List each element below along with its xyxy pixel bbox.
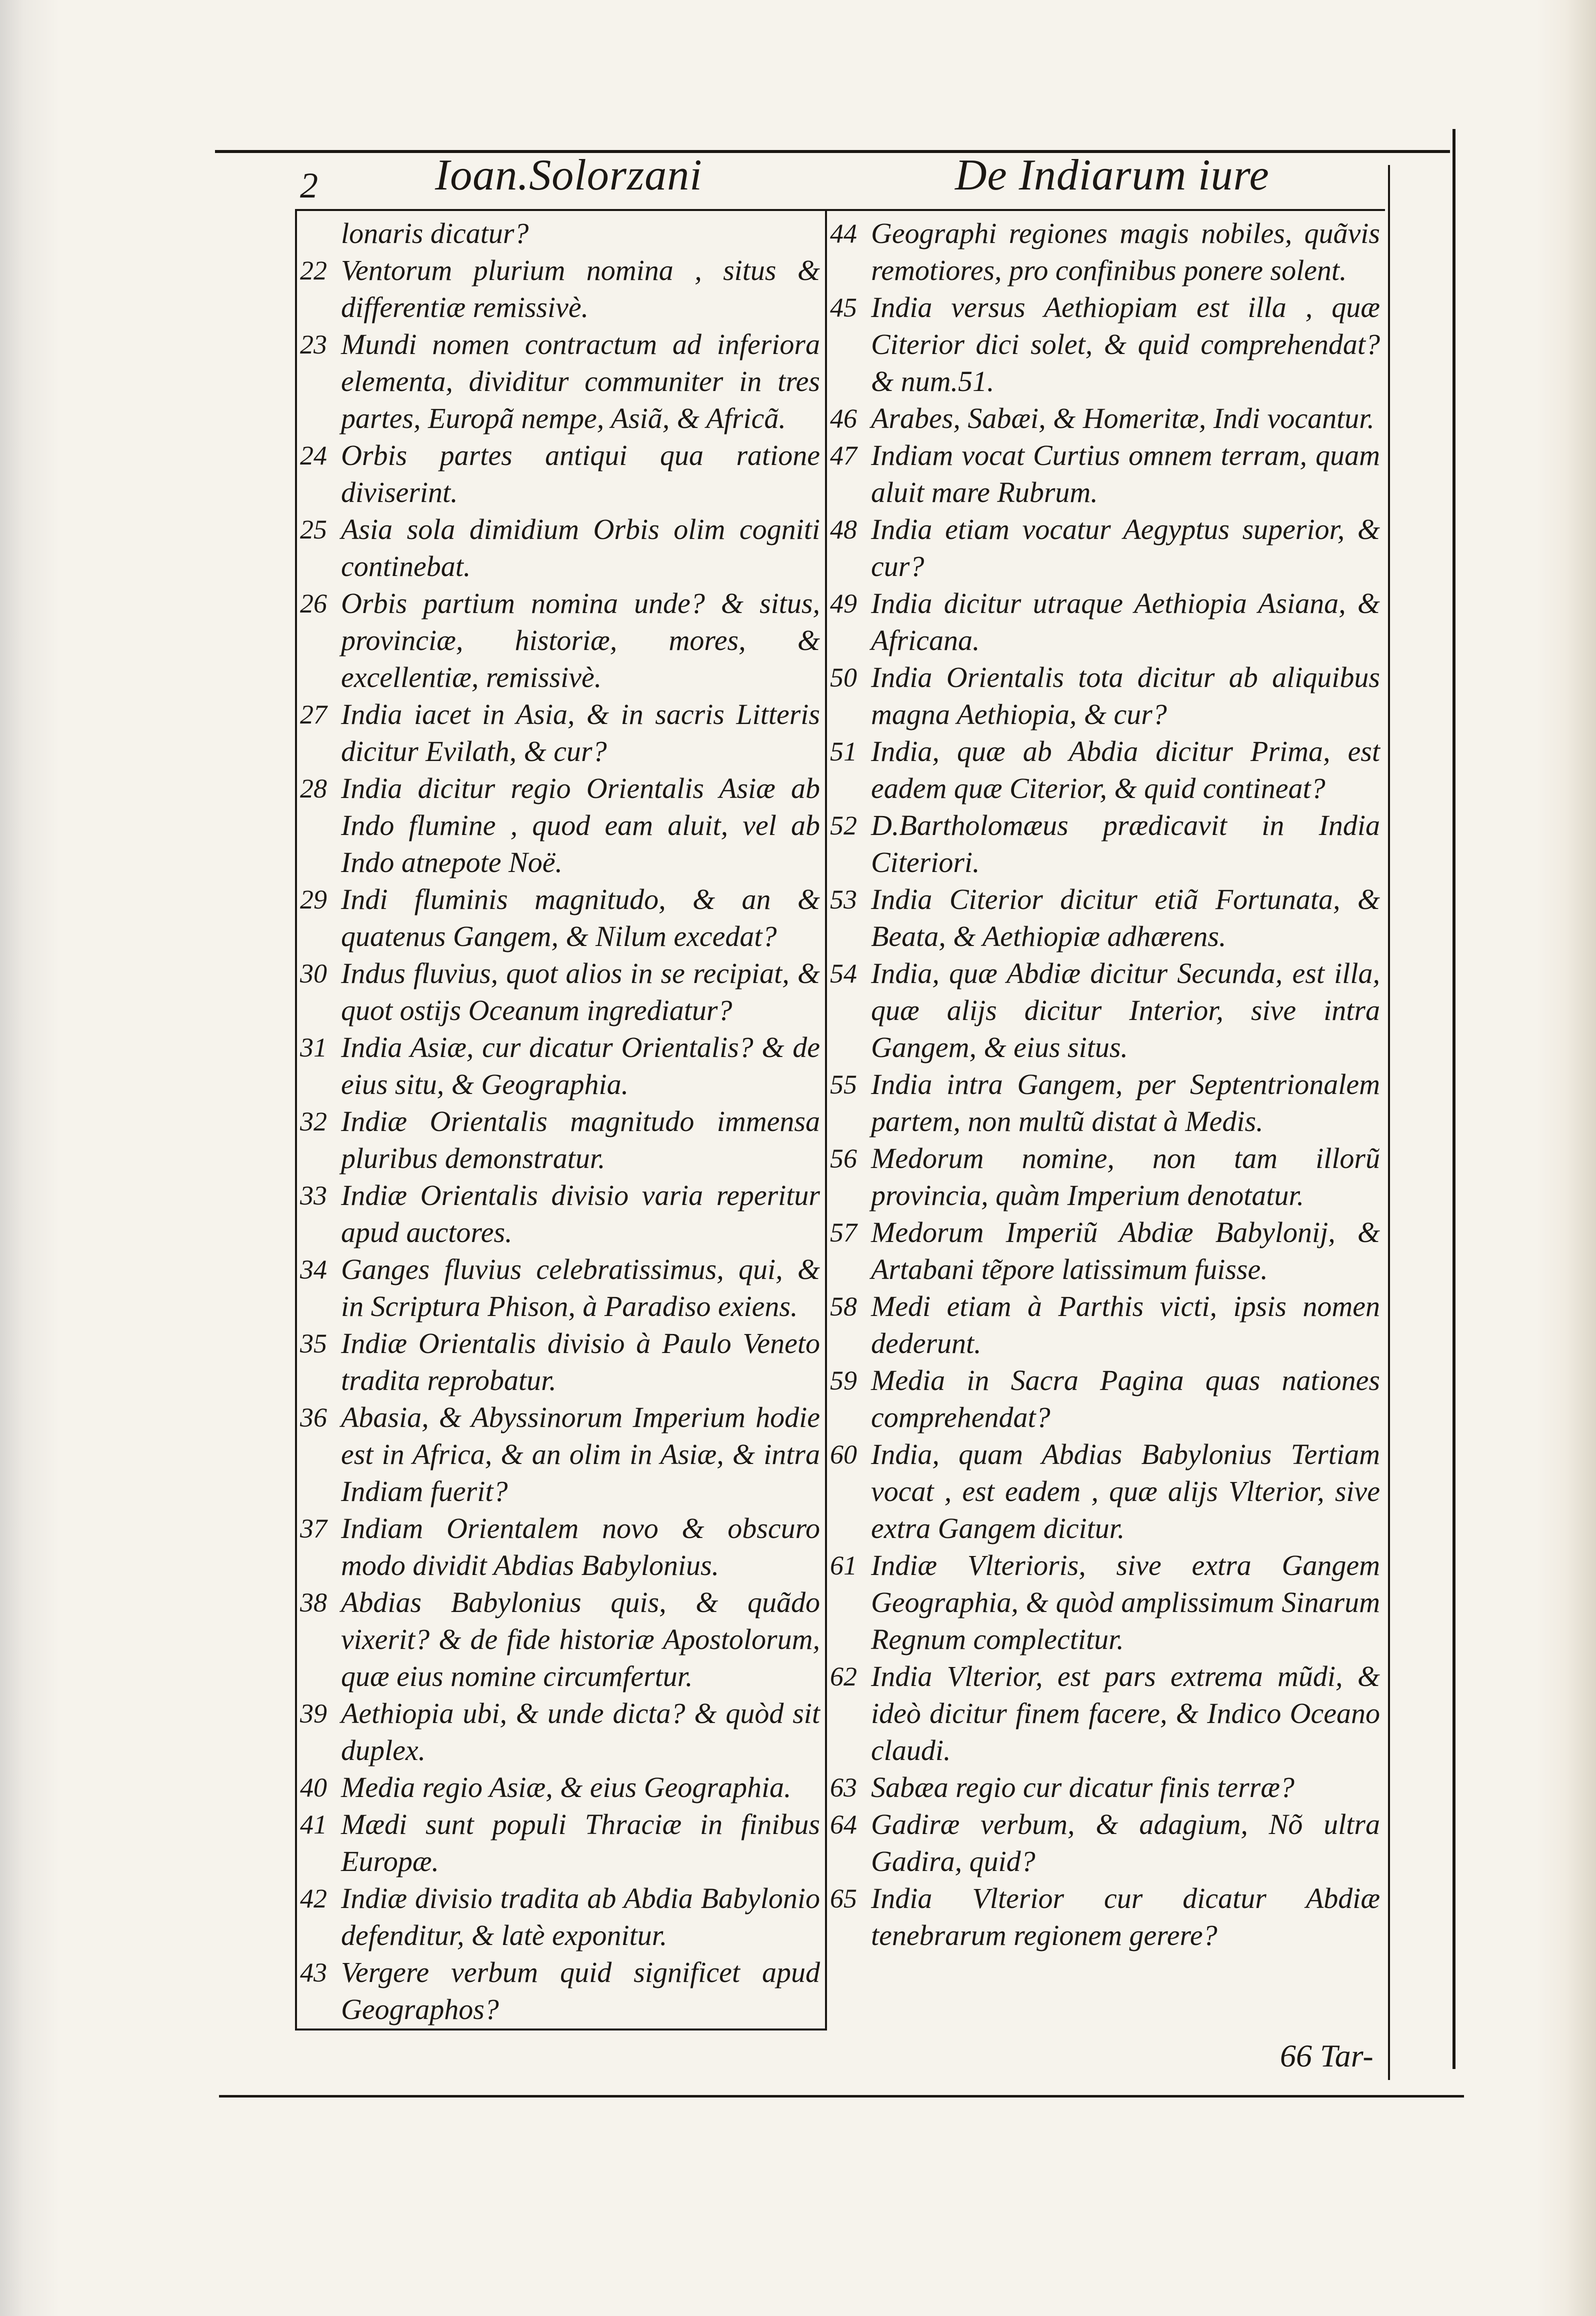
index-entry — [830, 881, 1380, 955]
index-entry — [300, 437, 820, 511]
table-right-rule — [1388, 165, 1390, 2080]
index-entry — [830, 1880, 1380, 1954]
index-entry — [300, 585, 820, 696]
index-entry — [300, 326, 820, 437]
index-entry — [300, 1880, 820, 1954]
entry-text: Mædi sunt populi Thraciæ in finibus Europæ. — [341, 1808, 820, 1878]
entry-text: India versus Aethiopiam est illa , quæ Citerior dici solet, & quid comprehendat? & num.51. — [871, 291, 1380, 398]
entry-number: 44 — [830, 218, 857, 248]
entry-number: 58 — [830, 1292, 857, 1322]
index-entry — [830, 1547, 1380, 1658]
page-edge-shadow — [1536, 0, 1596, 2316]
entry-number: 37 — [300, 1514, 327, 1544]
index-entry — [830, 1288, 1380, 1362]
entry-text: Indiæ Orientalis divisio varia reperitur apud auctores. — [341, 1179, 820, 1248]
entry-text: India intra Gangem, per Septentrionalem partem, non multũ distat à Medis. — [871, 1068, 1380, 1138]
entry-number: 34 — [300, 1254, 327, 1284]
catchword: 66 Tar- — [1280, 2038, 1374, 2074]
entry-number: 25 — [300, 514, 327, 544]
index-entry — [830, 1140, 1380, 1214]
entry-text: India, quam Abdias Babylonius Tertiam vocat , est eadem , quæ alijs Vlterior, sive extra Gangem dicitur. — [871, 1438, 1380, 1544]
index-entry — [300, 1695, 820, 1769]
index-entry — [830, 1066, 1380, 1140]
entry-number: 38 — [300, 1588, 327, 1618]
entry-text: India, quæ Abdiæ dicitur Secunda, est illa, quæ alijs dicitur Interior, sive intra Gangem, & eius situs. — [871, 957, 1380, 1064]
index-entry — [830, 1769, 1380, 1806]
frame-right-rule — [1452, 129, 1456, 2069]
column-divider — [825, 209, 827, 2029]
entry-number: 56 — [830, 1144, 857, 1174]
entry-number: 48 — [830, 514, 857, 544]
entry-text: Ventorum plurium nomina , situs & differentiæ remissivè. — [341, 254, 820, 324]
entry-text: Vergere verbum quid significet apud Geographos? — [341, 1956, 820, 2026]
entry-text: Asia sola dimidium Orbis olim cogniti continebat. — [341, 513, 820, 582]
index-entry — [300, 1584, 820, 1695]
entry-number: 43 — [300, 1958, 327, 1988]
entry-number: 36 — [300, 1402, 327, 1432]
index-entry — [300, 511, 820, 585]
entry-number: 60 — [830, 1440, 857, 1470]
running-head-title: De Indiarum iure — [955, 151, 1270, 200]
entry-number: 50 — [830, 662, 857, 692]
entry-text: Indiam Orientalem novo & obscuro modo dividit Abdias Babylonius. — [341, 1512, 820, 1582]
running-head-author: Ioan.Solorzani — [435, 151, 702, 200]
entry-text: India Orientalis tota dicitur ab aliquibus magna Aethiopia, & cur? — [871, 661, 1380, 730]
index-entry — [300, 1510, 820, 1584]
index-entry — [830, 215, 1380, 289]
index-entry — [300, 1769, 820, 1806]
index-entry — [830, 289, 1380, 400]
entry-number: 39 — [300, 1698, 327, 1728]
entry-number: 63 — [830, 1772, 857, 1802]
index-entry — [830, 1658, 1380, 1769]
index-entry — [830, 437, 1380, 511]
entry-number: 59 — [830, 1366, 857, 1396]
entry-text: Arabes, Sabæi, & Homeritæ, Indi vocantur. — [871, 402, 1374, 434]
entry-text: Indiæ Orientalis divisio à Paulo Veneto tradita reprobatur. — [341, 1327, 820, 1396]
entry-text: Indiæ Orientalis magnitudo immensa pluribus demonstratur. — [341, 1105, 820, 1174]
entry-text: India dicitur utraque Aethiopia Asiana, & Africana. — [871, 587, 1380, 656]
index-entry — [300, 1177, 820, 1251]
entry-text: Media regio Asiæ, & eius Geographia. — [341, 1771, 792, 1804]
entry-text: India iacet in Asia, & in sacris Litteris dicitur Evilath, & cur? — [341, 698, 820, 768]
index-entry — [300, 770, 820, 881]
index-entry — [830, 1436, 1380, 1547]
index-entry — [830, 400, 1380, 437]
page-gutter-shadow — [0, 0, 60, 2316]
index-entry — [300, 1325, 820, 1399]
entry-text: Mundi nomen contractum ad inferiora elementa, dividitur communiter in tres partes, Europã nempe, Asiã, & Africã. — [341, 328, 820, 434]
entry-text: D.Bartholomæus prædicavit in India Citeriori. — [871, 809, 1380, 878]
index-entry — [830, 1362, 1380, 1436]
entry-number: 33 — [300, 1180, 327, 1210]
index-entry — [300, 955, 820, 1029]
entry-text: India, quæ ab Abdia dicitur Prima, est eadem quæ Citerior, & quid contineat? — [871, 735, 1380, 804]
entry-number: 30 — [300, 958, 327, 988]
entry-text: Orbis partium nomina unde? & situs, provinciæ, historiæ, mores, & excellentiæ, remissivè. — [341, 587, 820, 694]
index-entry — [830, 585, 1380, 659]
entry-text: Indus fluvius, quot alios in se recipiat, & quot ostijs Oceanum ingrediatur? — [341, 957, 820, 1026]
index-entry — [830, 807, 1380, 881]
index-entry — [300, 1806, 820, 1880]
entry-text: lonaris dicatur? — [341, 217, 529, 250]
entry-text: India Citerior dicitur etiã Fortunata, & Beata, & Aethiopiæ adhærens. — [871, 883, 1380, 952]
entry-text: India Vlterior cur dicatur Abdiæ tenebrarum regionem gerere? — [871, 1882, 1380, 1952]
entry-number: 55 — [830, 1070, 857, 1100]
index-entry — [300, 1399, 820, 1510]
left-column — [300, 215, 820, 2028]
index-entry — [300, 1103, 820, 1177]
entry-number: 22 — [300, 256, 327, 286]
index-entry — [300, 696, 820, 770]
entry-number: 26 — [300, 588, 327, 618]
entry-text: India Vlterior, est pars extrema mũdi, & ideò dicitur finem facere, & Indico Oceano claudi. — [871, 1660, 1380, 1766]
entry-number: 32 — [300, 1106, 327, 1136]
table-bottom-rule — [295, 2028, 827, 2030]
index-entry — [300, 252, 820, 326]
entry-number: 23 — [300, 330, 327, 360]
running-head — [300, 150, 1405, 205]
entry-text: Medi etiam à Parthis victi, ipsis nomen dederunt. — [871, 1290, 1380, 1360]
entry-number: 49 — [830, 588, 857, 618]
entry-text: Aethiopia ubi, & unde dicta? & quòd sit duplex. — [341, 1697, 820, 1766]
index-entry — [830, 659, 1380, 733]
index-entry — [300, 1029, 820, 1103]
index-entry — [830, 1214, 1380, 1288]
entry-number: 53 — [830, 884, 857, 914]
entry-text: Ganges fluvius celebratissimus, qui, & in Scriptura Phison, à Paradiso exiens. — [341, 1253, 820, 1322]
index-entry — [830, 955, 1380, 1066]
entry-number: 57 — [830, 1218, 857, 1248]
entry-number: 42 — [300, 1884, 327, 1914]
entry-number: 46 — [830, 404, 857, 434]
entry-text: Gadiræ verbum, & adagium, Nõ ultra Gadira, quid? — [871, 1808, 1380, 1878]
entry-number: 24 — [300, 440, 327, 470]
entry-number: 61 — [830, 1550, 857, 1580]
entry-number: 31 — [300, 1032, 327, 1062]
index-entry — [300, 881, 820, 955]
entry-text: Medorum nomine, non tam illorũ provincia, quàm Imperium denotatur. — [871, 1142, 1380, 1212]
index-entry — [830, 511, 1380, 585]
entry-text: Indiæ divisio tradita ab Abdia Babylonio defenditur, & latè exponitur. — [341, 1882, 820, 1952]
entry-text: Sabæa regio cur dicatur finis terræ? — [871, 1771, 1294, 1804]
entry-text: Orbis partes antiqui qua ratione diviserint. — [341, 439, 820, 508]
entry-number: 27 — [300, 700, 327, 730]
entry-number: 52 — [830, 810, 857, 840]
entry-text: India dicitur regio Orientalis Asiæ ab Indo flumine , quod eam aluit, vel ab Indo atnepote Noë. — [341, 772, 820, 878]
entry-text: Indiæ Vlterioris, sive extra Gangem Geographia, & quòd amplissimum Sinarum Regnum complectitur. — [871, 1549, 1380, 1656]
frame-bottom-rule — [219, 2095, 1464, 2098]
entry-number: 64 — [830, 1810, 857, 1840]
entry-number: 40 — [300, 1772, 327, 1802]
entry-number: 45 — [830, 292, 857, 322]
entry-text: India etiam vocatur Aegyptus superior, & cur? — [871, 513, 1380, 582]
entry-text: Media in Sacra Pagina quas nationes comprehendat? — [871, 1364, 1380, 1434]
entry-number: 28 — [300, 774, 327, 804]
entry-number: 51 — [830, 736, 857, 766]
page-number: 2 — [300, 166, 318, 206]
entry-number: 41 — [300, 1810, 327, 1840]
index-entry — [300, 1251, 820, 1325]
index-entry — [300, 1954, 820, 2028]
entry-number: 29 — [300, 884, 327, 914]
entry-text: India Asiæ, cur dicatur Orientalis? & de eius situ, & Geographia. — [341, 1031, 820, 1100]
entry-text: Abasia, & Abyssinorum Imperium hodie est in Africa, & an olim in Asiæ, & intra Indiam fuerit? — [341, 1401, 820, 1508]
entry-number: 35 — [300, 1328, 327, 1358]
entry-text: Abdias Babylonius quis, & quãdo vixerit? & de fide historiæ Apostolorum, quæ eius nomine circumfertur. — [341, 1586, 820, 1692]
entry-number: 62 — [830, 1662, 857, 1692]
entry-text: Indiam vocat Curtius omnem terram, quam aluit mare Rubrum. — [871, 439, 1380, 508]
index-entry — [300, 215, 820, 252]
entry-number: 47 — [830, 440, 857, 470]
entry-number: 65 — [830, 1884, 857, 1914]
right-column — [830, 215, 1380, 1954]
entry-text: Geographi regiones magis nobiles, quãvis remotiores, pro confinibus ponere solent. — [871, 217, 1380, 286]
index-entry — [830, 1806, 1380, 1880]
entry-text: Medorum Imperiũ Abdiæ Babylonij, & Artabani tẽpore latissimum fuisse. — [871, 1216, 1380, 1286]
index-entry — [830, 733, 1380, 807]
entry-number: 54 — [830, 958, 857, 988]
entry-text: Indi fluminis magnitudo, & an & quatenus Gangem, & Nilum excedat? — [341, 883, 820, 952]
